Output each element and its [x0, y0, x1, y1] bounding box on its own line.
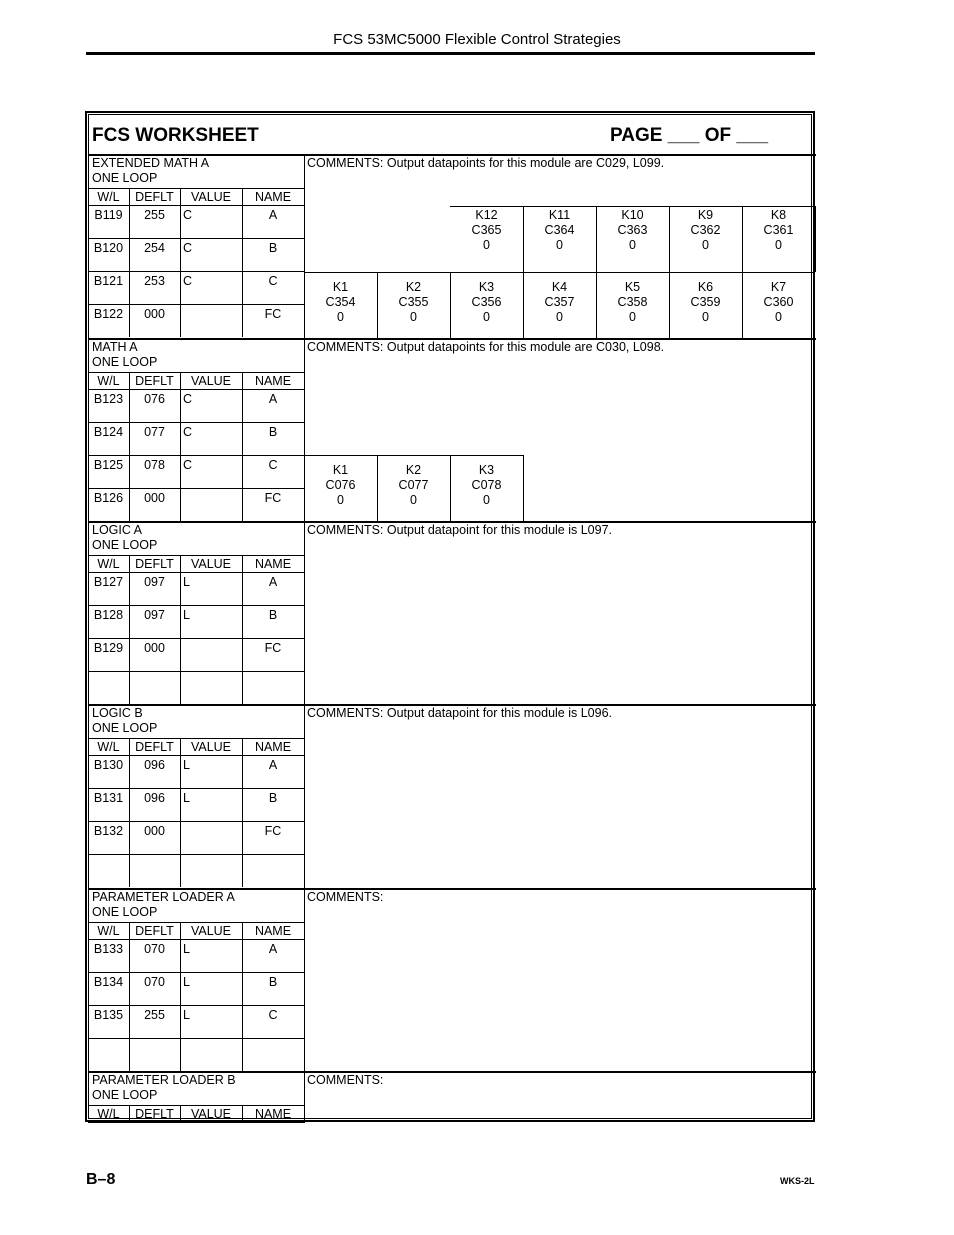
k-point: C364 — [544, 223, 575, 237]
k-point: C077 — [398, 478, 429, 492]
k-value: 0 — [483, 238, 490, 252]
k-point: C357 — [544, 295, 575, 309]
k-point: C363 — [617, 223, 648, 237]
table-row-rule — [88, 972, 304, 973]
header-value: VALUE — [190, 190, 232, 204]
table-header-rule — [88, 1105, 304, 1106]
k-value: 0 — [483, 493, 490, 507]
table-row-rule — [88, 605, 304, 606]
cell-wl: B119 — [94, 208, 123, 222]
table-header-rule — [88, 738, 304, 739]
section-comment: COMMENTS: Output datapoints for this module are C030, L098. — [307, 340, 665, 354]
table-header-rule — [88, 372, 304, 373]
k-label: K7 — [770, 280, 787, 294]
k-label: K9 — [697, 208, 714, 222]
cell-wl: B132 — [93, 824, 124, 838]
table-row-rule — [88, 788, 304, 789]
header-deflt: DEFLT — [135, 190, 174, 204]
header-rule — [86, 52, 815, 55]
cell-deflt: 076 — [144, 392, 165, 406]
k-grid-rule — [450, 206, 816, 207]
cell-deflt: 078 — [144, 458, 165, 472]
section-subtitle: ONE LOOP — [92, 1088, 158, 1102]
cell-wl: B126 — [93, 491, 124, 505]
header-name: NAME — [254, 740, 292, 754]
cell-deflt: 097 — [144, 575, 165, 589]
k-value: 0 — [702, 310, 709, 324]
section-title: PARAMETER LOADER A — [92, 890, 235, 904]
fcs-worksheet — [85, 111, 815, 1122]
table-header-rule — [88, 939, 304, 940]
cell-value: L — [183, 975, 190, 989]
cell-name: A — [268, 575, 278, 589]
header-wl: W/L — [97, 374, 120, 388]
header-deflt: DEFLT — [135, 740, 174, 754]
k-value: 0 — [556, 238, 563, 252]
cell-wl: B130 — [93, 758, 124, 772]
header-name: NAME — [254, 190, 292, 204]
cell-wl: B124 — [93, 425, 124, 439]
cell-name: B — [268, 791, 278, 805]
cell-wl: B128 — [93, 608, 124, 622]
table-header-rule — [88, 205, 304, 206]
cell-name: FC — [264, 491, 282, 505]
section-subtitle: ONE LOOP — [92, 721, 158, 735]
cell-value: C — [183, 208, 193, 222]
table-column-rule — [180, 922, 181, 1071]
section-subtitle: ONE LOOP — [92, 538, 158, 552]
cell-deflt: 000 — [144, 491, 165, 505]
k-value: 0 — [775, 238, 782, 252]
section-comment: COMMENTS: Output datapoint for this module is L096. — [307, 706, 612, 720]
cell-deflt: 077 — [144, 425, 165, 439]
k-value: 0 — [483, 310, 490, 324]
section-title: LOGIC A — [92, 523, 143, 537]
cell-value: C — [183, 458, 193, 472]
header-value: VALUE — [190, 1107, 232, 1121]
k-value: 0 — [702, 238, 709, 252]
table-header-rule — [88, 389, 304, 390]
cell-deflt: 096 — [144, 758, 165, 772]
k-grid-rule — [304, 272, 815, 273]
table-row-rule — [88, 422, 304, 423]
worksheet-title: FCS WORKSHEET — [92, 125, 259, 146]
k-point: C361 — [763, 223, 794, 237]
section-title: MATH A — [92, 340, 138, 354]
header-value: VALUE — [190, 374, 232, 388]
header-deflt: DEFLT — [135, 557, 174, 571]
cell-name: C — [268, 458, 278, 472]
cell-deflt: 254 — [144, 241, 165, 255]
section-title: EXTENDED MATH A — [92, 156, 210, 170]
cell-deflt: 255 — [144, 1008, 165, 1022]
header-value: VALUE — [190, 740, 232, 754]
header-wl: W/L — [97, 190, 120, 204]
cell-wl: B129 — [93, 641, 124, 655]
k-label: K3 — [478, 280, 495, 294]
header-deflt: DEFLT — [135, 1107, 174, 1121]
cell-wl: B134 — [93, 975, 124, 989]
cell-value: L — [183, 575, 190, 589]
cell-value: L — [183, 758, 190, 772]
k-value: 0 — [629, 238, 636, 252]
header-wl: W/L — [97, 557, 120, 571]
worksheet-page-label: PAGE ___ OF ___ — [610, 125, 769, 146]
k-label: K2 — [405, 463, 422, 477]
cell-name: FC — [264, 641, 282, 655]
section-comment: COMMENTS: — [307, 1073, 384, 1087]
k-label: K1 — [332, 280, 349, 294]
cell-name: B — [268, 608, 278, 622]
table-row-rule — [88, 821, 304, 822]
column-divider — [304, 521, 305, 704]
header-deflt: DEFLT — [135, 924, 174, 938]
header-name: NAME — [254, 1107, 292, 1121]
cell-deflt: 097 — [144, 608, 165, 622]
table-row-rule — [88, 238, 304, 239]
worksheet-inner-border — [88, 114, 812, 1119]
cell-value: C — [183, 241, 193, 255]
cell-value: L — [183, 942, 190, 956]
k-label: K2 — [405, 280, 422, 294]
cell-name: A — [268, 758, 278, 772]
cell-wl: B120 — [93, 241, 124, 255]
section-comment: COMMENTS: Output datapoints for this module are C029, L099. — [307, 156, 665, 170]
table-header-rule — [88, 1122, 304, 1123]
k-point: C356 — [471, 295, 502, 309]
k-label: K3 — [478, 463, 495, 477]
k-point: C365 — [471, 223, 502, 237]
k-point: C355 — [398, 295, 429, 309]
k-value: 0 — [410, 493, 417, 507]
cell-wl: B131 — [93, 791, 124, 805]
table-row-rule — [88, 854, 304, 855]
table-header-rule — [88, 755, 304, 756]
column-divider — [304, 888, 305, 1071]
cell-name: FC — [264, 824, 282, 838]
k-value: 0 — [629, 310, 636, 324]
cell-wl: B122 — [93, 307, 124, 321]
k-label: K11 — [548, 208, 571, 222]
cell-value: L — [183, 791, 190, 805]
k-label: K6 — [697, 280, 714, 294]
cell-wl: B121 — [93, 274, 124, 288]
k-label: K10 — [621, 208, 644, 222]
cell-name: C — [268, 274, 278, 288]
cell-value: C — [183, 274, 193, 288]
cell-name: FC — [264, 307, 282, 321]
table-row-rule — [88, 488, 304, 489]
cell-deflt: 253 — [144, 274, 165, 288]
cell-deflt: 000 — [144, 307, 165, 321]
k-value: 0 — [410, 310, 417, 324]
cell-deflt: 070 — [144, 975, 165, 989]
cell-wl: B127 — [93, 575, 124, 589]
k-label: K5 — [624, 280, 641, 294]
k-label: K4 — [551, 280, 568, 294]
k-value: 0 — [775, 310, 782, 324]
form-code: WKS-2L — [780, 1176, 815, 1186]
k-point: C358 — [617, 295, 648, 309]
section-title: PARAMETER LOADER B — [92, 1073, 236, 1087]
k-point: C078 — [471, 478, 502, 492]
cell-deflt: 070 — [144, 942, 165, 956]
table-header-rule — [88, 922, 304, 923]
table-row-rule — [88, 638, 304, 639]
table-row-rule — [88, 455, 304, 456]
section-comment: COMMENTS: — [307, 890, 384, 904]
k-point: C354 — [325, 295, 356, 309]
header-name: NAME — [254, 374, 292, 388]
table-header-rule — [88, 572, 304, 573]
header-value: VALUE — [190, 557, 232, 571]
header-wl: W/L — [97, 924, 120, 938]
k-grid-rule — [523, 455, 524, 521]
cell-deflt: 255 — [144, 208, 165, 222]
table-row-rule — [88, 1005, 304, 1006]
table-header-rule — [88, 188, 304, 189]
table-column-rule — [180, 372, 181, 521]
header-value: VALUE — [190, 924, 232, 938]
k-label: K12 — [475, 208, 498, 222]
cell-name: B — [268, 425, 278, 439]
k-point: C076 — [325, 478, 356, 492]
section-subtitle: ONE LOOP — [92, 905, 158, 919]
section-comment: COMMENTS: Output datapoint for this module is L097. — [307, 523, 612, 537]
cell-name: B — [268, 241, 278, 255]
cell-value: C — [183, 425, 193, 439]
cell-deflt: 000 — [144, 641, 165, 655]
page-number: B–8 — [86, 1171, 116, 1188]
column-divider — [304, 1071, 305, 1123]
cell-value: L — [183, 1008, 190, 1022]
header-wl: W/L — [97, 1107, 120, 1121]
running-header: FCS 53MC5000 Flexible Control Strategies — [333, 31, 621, 48]
k-label: K8 — [770, 208, 787, 222]
k-point: C360 — [763, 295, 794, 309]
cell-value: L — [183, 608, 190, 622]
table-row-rule — [88, 1038, 304, 1039]
section-subtitle: ONE LOOP — [92, 171, 158, 185]
column-divider — [304, 704, 305, 888]
k-point: C362 — [690, 223, 721, 237]
cell-name: A — [268, 208, 278, 222]
cell-name: A — [268, 392, 278, 406]
table-header-rule — [88, 555, 304, 556]
cell-wl: B123 — [93, 392, 124, 406]
table-row-rule — [88, 304, 304, 305]
table-column-rule — [180, 738, 181, 887]
k-value: 0 — [556, 310, 563, 324]
cell-wl: B133 — [93, 942, 124, 956]
table-column-rule — [180, 555, 181, 704]
k-point: C359 — [690, 295, 721, 309]
header-name: NAME — [254, 924, 292, 938]
cell-name: C — [268, 1008, 278, 1022]
table-row-rule — [88, 271, 304, 272]
table-column-rule — [180, 188, 181, 337]
k-grid-rule — [304, 455, 523, 456]
header-name: NAME — [254, 557, 292, 571]
cell-deflt: 096 — [144, 791, 165, 805]
cell-name: A — [268, 942, 278, 956]
table-row-rule — [88, 671, 304, 672]
header-deflt: DEFLT — [135, 374, 174, 388]
header-wl: W/L — [97, 740, 120, 754]
k-grid-rule — [815, 206, 816, 272]
cell-deflt: 000 — [144, 824, 165, 838]
section-title: LOGIC B — [92, 706, 143, 720]
section-subtitle: ONE LOOP — [92, 355, 158, 369]
cell-name: B — [268, 975, 278, 989]
k-value: 0 — [337, 310, 344, 324]
k-value: 0 — [337, 493, 344, 507]
cell-wl: B125 — [93, 458, 124, 472]
k-label: K1 — [332, 463, 349, 477]
cell-wl: B135 — [93, 1008, 124, 1022]
cell-value: C — [183, 392, 193, 406]
